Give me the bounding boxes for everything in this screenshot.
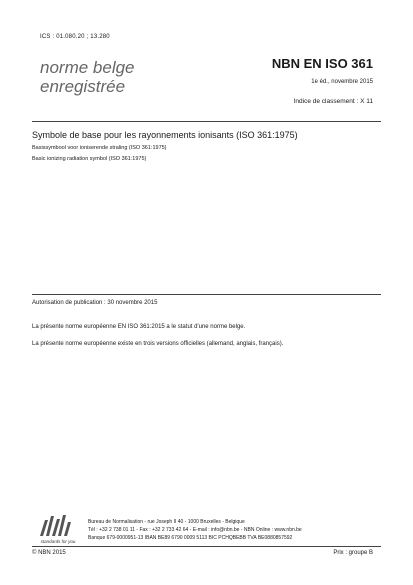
edition-date: 1e éd., novembre 2015 xyxy=(311,79,373,85)
publisher-address: Bureau de Normalisation - rue Joseph II 40 - 1000 Bruxelles - Belgique xyxy=(88,519,245,525)
title-french: Symbole de base pour les rayonnements ionisants (ISO 361:1975) xyxy=(32,130,298,140)
brand-line-2: enregistrée xyxy=(40,77,126,96)
norme-belge-brand xyxy=(40,58,135,96)
divider-middle xyxy=(32,294,381,295)
title-dutch: Basissymbool voor ioniserende straling (ISO 361:1975) xyxy=(32,145,167,151)
publisher-bank-details: Banque 679-0000951-13 IBAN BE89 6790 0009 5113 BIC PCHQBEBB TVA BE0880857592 xyxy=(88,535,293,541)
official-versions-note: La présente norme européenne existe en trois versions officielles (allemand, anglais, français). xyxy=(32,341,284,347)
title-english: Basic ionizing radiation symbol (ISO 361:1975) xyxy=(32,156,147,162)
standard-number: NBN EN ISO 361 xyxy=(271,56,373,71)
brand-line-1: norme belge xyxy=(40,58,135,77)
publication-authorization: Autorisation de publication : 30 novembre 2015 xyxy=(32,300,158,306)
ics-code: ICS : 01.080.20 ; 13.280 xyxy=(40,34,110,40)
divider-top xyxy=(32,121,381,122)
copyright: © NBN 2015 xyxy=(32,550,66,556)
classification-index: Indice de classement : X 11 xyxy=(293,98,373,105)
belgian-status-note: La présente norme européenne EN ISO 361:2015 a le statut d'une norme belge. xyxy=(32,324,246,330)
publisher-contact: Tél : +32 2 738 01 11 - Fax : +32 2 733 42 64 - E-mail : info@nbn.be - NBN Online : www.nbn.be xyxy=(88,527,302,533)
divider-footer xyxy=(32,546,381,547)
logo-caption: standards for you xyxy=(40,539,76,544)
price-group: Prix : groupe B xyxy=(333,550,373,556)
